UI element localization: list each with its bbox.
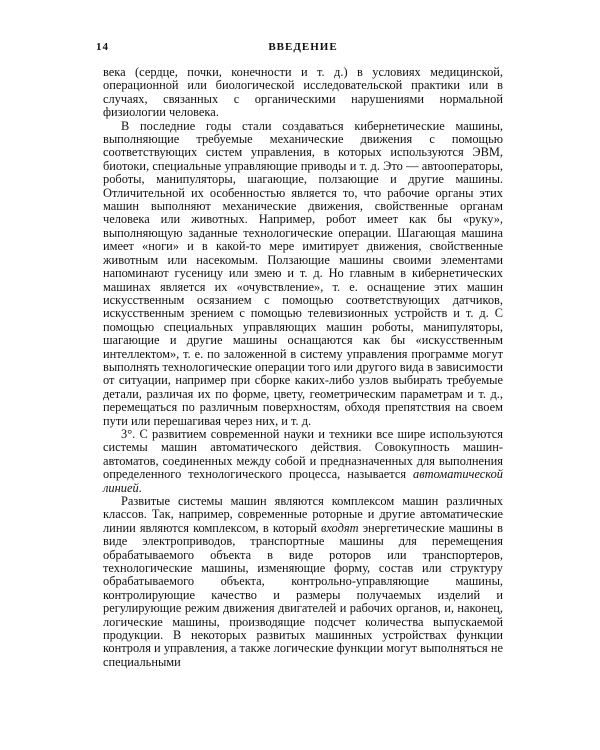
body-text	[103, 66, 503, 669]
term-automatic-line: автоматической линией	[103, 467, 503, 495]
paragraph-4-text: Развитые системы машин являются комплексом машин различных классов. Так, например, современные роторные и другие автоматические линии являются комплексом, в который	[103, 494, 503, 535]
page-header	[96, 41, 510, 57]
paragraph-4	[103, 495, 503, 669]
paragraph-1: века (сердце, почки, конечности и т. д.) в условиях медицинской, операционной или биологической исследовательской практики или в случаях, связанных с органическими нарушениями нормальной физиологии человека.	[103, 65, 503, 120]
paragraph-3-end: .	[138, 480, 142, 495]
paragraph-3	[103, 428, 503, 495]
paragraph-4-rest: энергетические машины в виде электроприводов, транспортные машины для перемещения обрабатываемого объекта в виде роторов или транспортеров, технологические машины, изменяющие форму, состав или структуру обрабатываемого объекта, контрольно-управляющие машины, контролирующие качество и размеры получаемых изделий и регулирующие режим движения двигателей и рабочих органов, и, наконец, логические машины, производящие подсчет количества выпускаемой продукции. В некоторых развитых машинных устройствах функции контроля и управления, а также логические функции могут выполняться не специальными	[103, 520, 503, 669]
page-number: 14	[96, 41, 109, 53]
paragraph-2: В последние годы стали создаваться кибернетические машины, выполняющие требуемые механические движения с помощью соответствующих систем управления, в которых используются ЭВМ, биотоки, специальные управляющие приводы и т. д. Это — автооператоры, роботы, манипуляторы, шагающие, ползающие и другие машины. Отличительной их особенностью является то, что рабочие органы этих машин выполняют механические движения, свойственные органам человека или животных. Например, робот имеет как бы «руку», выполняющую заданные технологические операции. Шагающая машина имеет «ноги» и в какой-то мере имитирует движения, свойственные животным или насекомым. Ползающие машины своими элементами напоминают гусеницу или змею и т. д. Но главным в кибернетических машинах является их «очувствление», т. е. оснащение этих машин искусственным осязанием с помощью соответствующих датчиков, искусственным зрением с помощью телевизионных устройств и т. д. С помощью специальных управляющих машин роботы, манипуляторы, шагающие и другие машины оснащаются как бы «искусственным интеллектом», т. е. по заложенной в систему управления программе могут выполнять технологические операции того или другого вида в зависимости от ситуации, например при сборке каких-либо узлов выбирать требуемые детали, различая их по форме, цвету, геометрическим параметрам и т. д., перемещаться по различным поверхностям, обходя препятствия на своем пути или перешагивая через них, и т. д.	[103, 118, 503, 428]
term-enter: входят	[320, 520, 359, 535]
running-head: ВВЕДЕНИЕ	[268, 41, 338, 53]
paragraph-3-text: 3°. С развитием современной науки и техники все шире используются системы машин автоматического действия. Совокупность машин-автоматов, соединенных между собой и предназначенных для выполнения определенного технологического процесса, называется	[103, 426, 503, 482]
